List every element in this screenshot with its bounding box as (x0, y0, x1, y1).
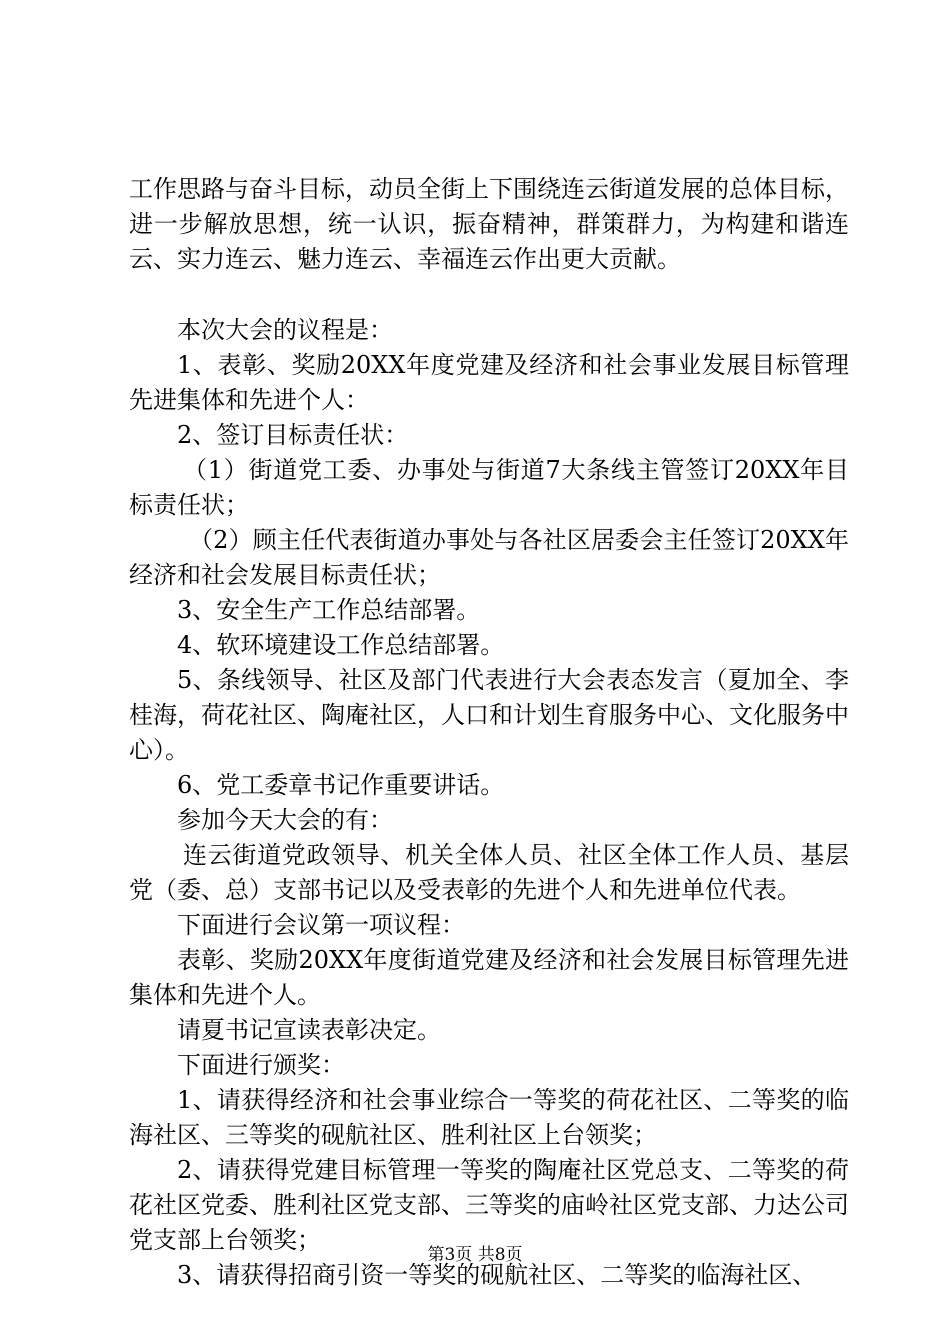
paragraph: 本次大会的议程是： (177, 316, 393, 344)
paragraph: 5、条线领导、社区及部门代表进行大会表态发言（夏加全、李桂海，荷花社区、陶庵社区，人口和计划生育服务中心、文化服务中心）。 (129, 666, 849, 764)
paragraph: 下面进行颁奖： (177, 1051, 345, 1079)
paragraph: 1、请获得经济和社会事业综合一等奖的荷花社区、二等奖的临海社区、三等奖的砚航社区、胜利社区上台领奖； (129, 1086, 849, 1149)
paragraph: 工作思路与奋斗目标，动员全街上下围绕连云街道发展的总体目标，进一步解放思想，统一认识，振奋精神，群策群力，为构建和谐连云、实力连云、魅力连云、幸福连云作出更大贡献。 (129, 175, 849, 273)
page-footer: 第3页 共8页 (427, 1245, 523, 1265)
paragraph: 2、请获得党建目标管理一等奖的陶庵社区党总支、二等奖的荷花社区党委、胜利社区党支部、三等奖的庙岭社区党支部、力达公司党支部上台领奖； (129, 1156, 849, 1254)
paragraph: （1）街道党工委、办事处与街道7大条线主管签订20XX年目标责任状； (129, 456, 849, 519)
paragraph: 4、软环境建设工作总结部署。 (177, 631, 505, 659)
paragraph: 下面进行会议第一项议程： (177, 911, 465, 939)
paragraph-gap (129, 277, 849, 313)
paragraph: 请夏书记宣读表彰决定。 (177, 1016, 441, 1044)
paragraph: 1、表彰、奖励20XX年度党建及经济和社会事业发展目标管理先进集体和先进个人： (129, 351, 849, 414)
paragraph: （2）顾主任代表街道办事处与各社区居委会主任签订20XX年经济和社会发展目标责任状； (129, 526, 849, 589)
paragraph: 3、请获得招商引资一等奖的砚航社区、二等奖的临海社区、 (177, 1261, 817, 1289)
paragraph: 2、签订目标责任状： (177, 421, 409, 449)
paragraph: 表彰、奖励20XX年度街道党建及经济和社会发展目标管理先进集体和先进个人。 (129, 946, 849, 1009)
paragraph: 连云街道党政领导、机关全体人员、社区全体工作人员、基层党（委、总）支部书记以及受表彰的先进个人和先进单位代表。 (129, 841, 849, 904)
paragraph: 3、安全生产工作总结部署。 (177, 596, 481, 624)
paragraph: 参加今天大会的有： (177, 806, 393, 834)
paragraph: 6、党工委章书记作重要讲话。 (177, 771, 505, 799)
document-body (129, 172, 849, 1293)
